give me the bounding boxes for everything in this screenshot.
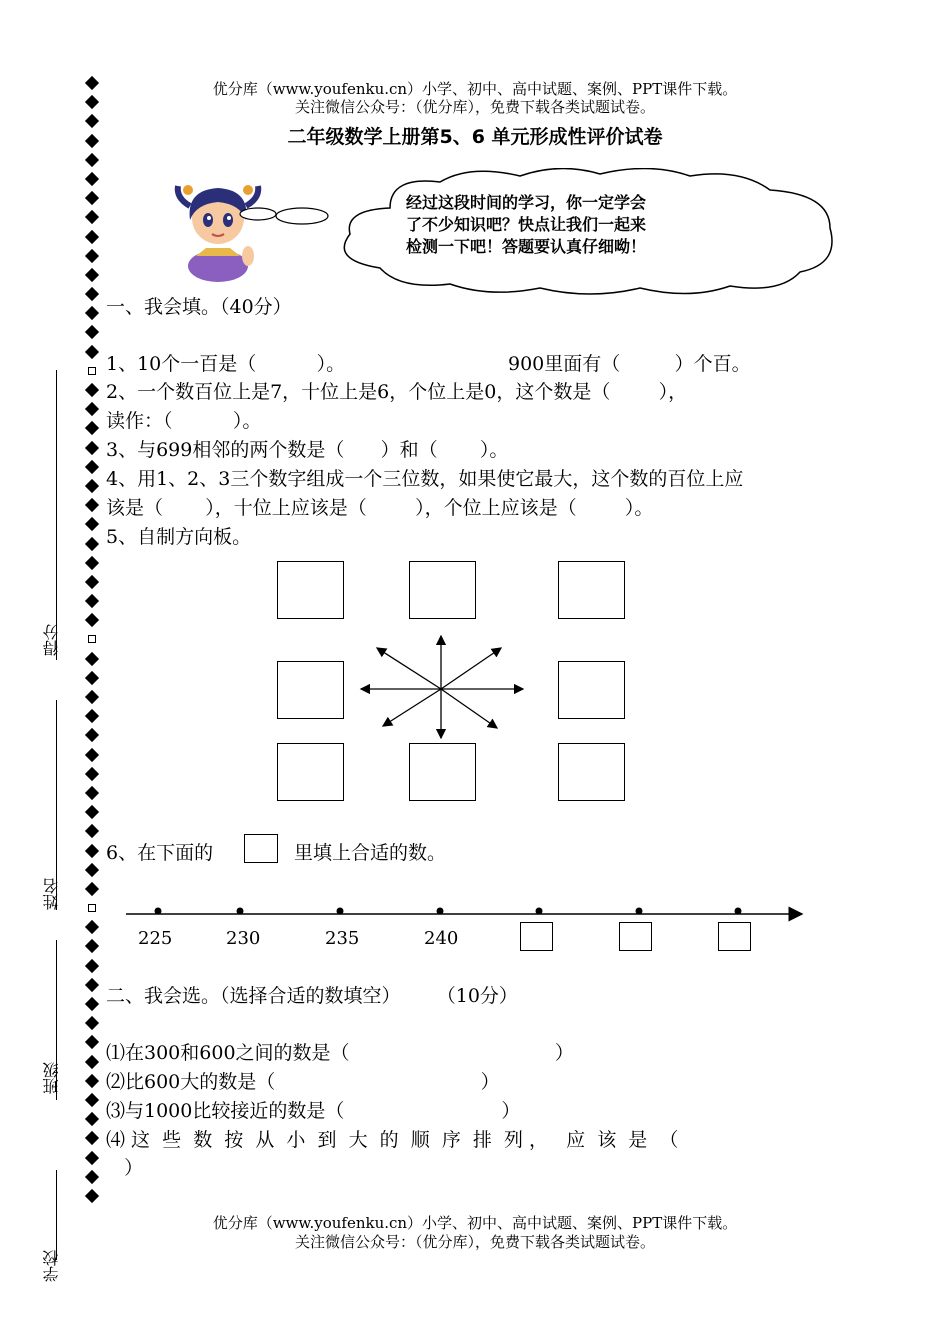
- border-diamond: [84, 842, 100, 861]
- border-diamond: [84, 1072, 100, 1091]
- s2-q3: ⑶与1000比较接近的数是（ ）: [106, 1100, 521, 1122]
- q2a: 2、一个数百位上是7，十位上是6，个位上是0，这个数是（ ），: [106, 381, 688, 403]
- border-diamond: [84, 400, 100, 419]
- border-diamond: [84, 1014, 100, 1033]
- direction-box-ne[interactable]: [558, 561, 625, 619]
- border-diamond: [84, 1110, 100, 1129]
- border-diamond: [84, 650, 100, 669]
- border-diamond: [84, 535, 100, 554]
- border-diamond: [84, 1033, 100, 1052]
- border-diamond: [84, 726, 100, 745]
- speech-text: [406, 192, 736, 258]
- section2-heading: 二、我会选。（选择合适的数填空） （10分）: [106, 985, 518, 1007]
- border-square: [84, 899, 100, 918]
- nl-label-230: 230: [226, 928, 261, 949]
- border-diamond: [84, 112, 100, 131]
- q5: 5、自制方向板。: [106, 526, 252, 548]
- border-diamond: [84, 592, 100, 611]
- border-diamond: [84, 573, 100, 592]
- direction-box-s[interactable]: [409, 743, 476, 801]
- q1b: 900里面有（ ）个百。: [508, 353, 751, 375]
- border-diamond: [84, 880, 100, 899]
- border-diamond: [84, 1053, 100, 1072]
- compass-arrows: [355, 630, 530, 745]
- speech-line-3: 检测一下吧！答题要认真仔细呦！: [406, 237, 647, 256]
- q2b: 读作：（ ）。: [106, 410, 262, 432]
- border-diamond: [84, 995, 100, 1014]
- border-diamond: [84, 285, 100, 304]
- border-diamond: [84, 1187, 100, 1206]
- border-diamond: [84, 861, 100, 880]
- border-diamond: [84, 439, 100, 458]
- direction-box-sw[interactable]: [277, 743, 344, 801]
- direction-box-n[interactable]: [409, 561, 476, 619]
- s2-q4a: ⑷ 这 些 数 按 从 小 到 大 的 顺 序 排 列 ， 应 该 是 （: [106, 1129, 679, 1151]
- score-line: [56, 370, 57, 660]
- header-line-1: 优分库（www.youfenku.cn）小学、初中、高中试题、案例、PPT课件下载。: [212, 80, 738, 98]
- border-diamond: [84, 688, 100, 707]
- name-label: 姓名: [42, 878, 61, 910]
- border-diamond: [84, 707, 100, 726]
- border-diamond: [84, 1149, 100, 1168]
- q4a: 4、用1、2、3三个数字组成一个三位数，如果使它最大，这个数的百位上应: [106, 468, 744, 490]
- border-diamond: [84, 515, 100, 534]
- nl-label-240: 240: [424, 928, 459, 949]
- speech-line-2: 了不少知识吧？快点让我们一起来: [406, 215, 647, 234]
- direction-box-se[interactable]: [558, 743, 625, 801]
- border-diamond: [84, 976, 100, 995]
- border-diamond: [84, 918, 100, 937]
- q1a: 1、10个一百是（ ）。: [106, 353, 346, 375]
- border-diamond: [84, 266, 100, 285]
- q6b: 里填上合适的数。: [294, 842, 447, 864]
- border-diamond: [84, 554, 100, 573]
- border-diamond: [84, 784, 100, 803]
- border-diamond: [84, 170, 100, 189]
- border-diamond: [84, 189, 100, 208]
- s2-q2: ⑵比600大的数是（ ）: [106, 1071, 500, 1093]
- direction-box-w[interactable]: [277, 661, 344, 719]
- footer-line-2: 关注微信公众号：（优分库），免费下载各类试题试卷。: [294, 1233, 655, 1251]
- speech-tail: [238, 200, 348, 234]
- border-diamond: [84, 228, 100, 247]
- border-diamond: [84, 419, 100, 438]
- border-diamond: [84, 381, 100, 400]
- border-diamond: [84, 765, 100, 784]
- q6a: 6、在下面的: [106, 842, 214, 864]
- border-diamond: [84, 611, 100, 630]
- s2-q1: ⑴在300和600之间的数是（ ）: [106, 1042, 574, 1064]
- border-diamond: [84, 343, 100, 362]
- border-diamond: [84, 458, 100, 477]
- border-diamond: [84, 803, 100, 822]
- border-diamond: [84, 74, 100, 93]
- s2-q4b: ）: [106, 1157, 144, 1179]
- q4b: 该是（ ），十位上应该是（ ），个位上应该是（ ）。: [106, 497, 654, 519]
- border-diamond: [84, 477, 100, 496]
- header-line-2: 关注微信公众号：（优分库），免费下载各类试题试卷。: [294, 98, 655, 116]
- border-diamond: [84, 1091, 100, 1110]
- border-diamond: [84, 247, 100, 266]
- score-label: 得分: [42, 624, 61, 656]
- border-diamond: [84, 1168, 100, 1187]
- footer-line-1: 优分库（www.youfenku.cn）小学、初中、高中试题、案例、PPT课件下载。: [212, 1214, 738, 1232]
- speech-line-1: 经过这段时间的学习，你一定学会: [406, 193, 647, 212]
- q3: 3、与699相邻的两个数是（ ）和（ ）。: [106, 439, 509, 461]
- nl-answer-box-3[interactable]: [718, 922, 751, 951]
- nl-label-225: 225: [138, 928, 173, 949]
- nl-label-235: 235: [325, 928, 360, 949]
- border-square: [84, 630, 100, 649]
- border-square: [84, 362, 100, 381]
- diamond-border: [84, 74, 100, 1206]
- number-line: [126, 902, 816, 926]
- border-diamond: [84, 93, 100, 112]
- q6-sample-box: [244, 834, 278, 863]
- border-diamond: [84, 1129, 100, 1148]
- class-label: 班级: [42, 1062, 61, 1094]
- border-diamond: [84, 496, 100, 515]
- border-diamond: [84, 822, 100, 841]
- border-diamond: [84, 957, 100, 976]
- border-diamond: [84, 323, 100, 342]
- school-label: 学校: [42, 1250, 61, 1282]
- section1-heading: 一、我会填。（40分）: [106, 296, 292, 318]
- border-diamond: [84, 304, 100, 323]
- border-diamond: [84, 208, 100, 227]
- border-diamond: [84, 669, 100, 688]
- border-diamond: [84, 937, 100, 956]
- direction-box-e[interactable]: [558, 661, 625, 719]
- page-title: 二年级数学上册第5、6 单元形成性评价试卷: [287, 126, 663, 148]
- direction-box-nw[interactable]: [277, 561, 344, 619]
- border-diamond: [84, 151, 100, 170]
- nl-answer-box-2[interactable]: [619, 922, 652, 951]
- border-diamond: [84, 132, 100, 151]
- nl-answer-box-1[interactable]: [520, 922, 553, 951]
- border-diamond: [84, 746, 100, 765]
